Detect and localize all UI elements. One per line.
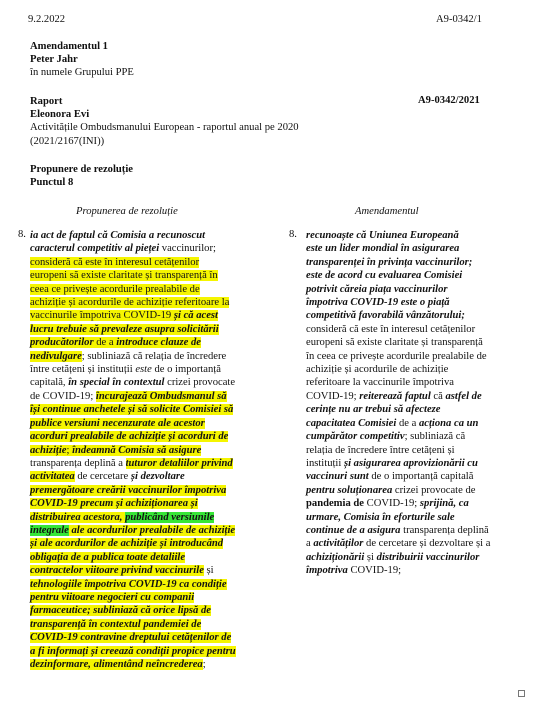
text-run: activităților [313, 538, 364, 550]
text-run: achiziționării [306, 551, 365, 563]
proposal-title: Propunere de rezoluție [30, 164, 133, 175]
text-run: își continue anchetele și să solicite Comisiei să [30, 404, 234, 416]
text-line [306, 350, 526, 363]
text-run: pandemia de [306, 498, 364, 510]
text-run: competitivă favorabilă vânzătorului; [306, 310, 465, 322]
text-line [30, 564, 275, 577]
text-run: cumpărător competitiv [306, 431, 405, 443]
text-line [30, 537, 275, 550]
text-run: și dezvoltare [130, 471, 185, 483]
text-run: sprijină, ca [419, 498, 469, 510]
text-run: vaccinurilor; [159, 243, 216, 255]
text-run: potrivit căreia piața vaccinurilor [306, 283, 448, 295]
text-run: este [135, 364, 152, 376]
text-line [30, 256, 275, 269]
text-run: este un lider mondial în asigurarea [306, 243, 460, 255]
report-reference: A9-0342/2021 [418, 95, 480, 106]
text-run: a [306, 538, 314, 550]
text-line [306, 537, 526, 550]
text-run: crizei provocate de [392, 484, 476, 496]
text-run: astfel de [445, 390, 482, 402]
text-run: vaccinurile împotriva COVID-19 [30, 310, 174, 322]
page-corner-marker [518, 690, 525, 697]
text-line [306, 470, 526, 483]
text-run: transparenței în privința vaccinurilor; [306, 256, 473, 268]
text-line [30, 323, 275, 336]
text-line [30, 444, 275, 457]
text-run: producătorilor [30, 337, 94, 349]
text-line [306, 497, 526, 510]
right-paragraph-number: 8. [289, 229, 297, 240]
text-line [30, 578, 275, 591]
text-line [30, 470, 275, 483]
text-line [306, 363, 526, 376]
document-date: 9.2.2022 [28, 14, 66, 25]
text-line [30, 269, 275, 282]
text-run: vaccinuri sunt [306, 471, 369, 483]
text-line [30, 229, 275, 242]
text-run: continue de a asigura [306, 524, 401, 536]
right-column-text [306, 229, 526, 578]
report-procedure: (2021/2167(INI)) [30, 135, 105, 147]
text-run: transparență în contextul pandemiei de [30, 618, 202, 630]
text-run: publicând versiunile [125, 511, 215, 523]
text-run: europeni să existe claritate și transparență [306, 337, 483, 349]
text-line [30, 645, 275, 658]
text-line [306, 256, 526, 269]
text-line [30, 551, 275, 564]
text-run: și [364, 551, 377, 563]
text-run: transparența deplină [400, 524, 489, 536]
left-column-text [30, 229, 275, 671]
text-line [306, 376, 526, 389]
text-run: este de acord cu evaluarea Comisiei [306, 270, 463, 282]
text-run: ; subliniază că relația de încredere [81, 350, 227, 362]
text-run: încurajează Ombudsmanul să [95, 390, 227, 402]
text-line [30, 457, 275, 470]
text-run: acorduri prealabile de achiziție și acorduri de [30, 431, 229, 443]
text-line [30, 497, 275, 510]
text-line [306, 403, 526, 416]
text-run: împotriva [306, 565, 348, 577]
text-line [30, 658, 275, 671]
document-reference: A9-0342/1 [436, 14, 482, 25]
left-column-heading: Propunerea de rezoluție [76, 206, 178, 217]
text-run: instituții [306, 457, 344, 469]
text-run: consideră că este în interesul cetățenilor [30, 256, 200, 268]
text-line [306, 524, 526, 537]
text-run: dezinformare, alimentând neîncrederea [30, 659, 203, 670]
text-run: relația de încredere între cetățeni și [306, 444, 455, 456]
text-run: transparența deplină a [30, 457, 126, 469]
text-line [306, 564, 526, 577]
text-run: și [203, 565, 214, 577]
text-line [30, 417, 275, 430]
text-run: ; subliniază că orice lipsă de [87, 605, 211, 617]
text-line [30, 430, 275, 443]
text-run: lucru trebuie să prevaleze asupra solicitării [30, 323, 219, 335]
text-line [30, 296, 275, 309]
text-line [30, 618, 275, 631]
text-run: tuturor detaliilor privind [125, 457, 233, 469]
text-run: distribuirea acestora, [30, 511, 126, 523]
text-line [30, 336, 275, 349]
text-run: ; subliniază că [404, 431, 466, 443]
text-run: introduce clauze de [116, 337, 201, 349]
text-run: crizei provocate [164, 377, 236, 389]
text-run: europeni să existe claritate și transparență în [30, 270, 218, 282]
text-line [30, 484, 275, 497]
text-run: de cercetare și dezvoltare și a [363, 538, 491, 550]
amendment-block [30, 40, 134, 80]
text-run: recunoaște că Uniunea Europeană [306, 230, 459, 241]
text-run: premergătoare creării vaccinurilor împotriva [30, 484, 227, 496]
text-line [30, 390, 275, 403]
text-run: între cetățeni și instituții [30, 364, 136, 376]
text-line [306, 390, 526, 403]
text-run: farmaceutice [30, 605, 88, 617]
report-label: Raport [30, 96, 63, 107]
text-run: de cercetare [74, 471, 131, 483]
text-line [306, 269, 526, 282]
text-run: COVID-19; [347, 565, 402, 577]
text-run: a fi informați și creează condiții propice pentru [30, 645, 236, 657]
text-run: integrale [30, 524, 69, 536]
text-run: publice versiuni necenzurate ale acestor [30, 417, 205, 429]
text-line [306, 484, 526, 497]
text-run: și ale acordurilor de achiziție și introducând [30, 538, 224, 550]
text-line [306, 296, 526, 309]
text-line [306, 417, 526, 430]
text-line [30, 376, 275, 389]
text-run: achiziție și acordurile de achiziție referitoare la [30, 297, 230, 309]
proposal-block [30, 163, 133, 189]
text-run: achiziție și acordurile de achiziție [306, 364, 449, 376]
text-line [306, 551, 526, 564]
text-run: urmare, Comisia în eforturile sale [306, 511, 455, 523]
text-line [306, 457, 526, 470]
text-run: consideră că este în interesul cetățenilor [306, 323, 476, 335]
text-run: pentru soluționarea [306, 484, 393, 496]
text-line [306, 309, 526, 322]
text-run: de o importanță capitală [368, 471, 474, 483]
text-run: ; [202, 659, 206, 670]
amendment-group: în numele Grupului PPE [30, 67, 134, 79]
text-line [306, 323, 526, 336]
text-run: COVID-19; [306, 390, 360, 402]
right-column-heading: Amendamentul [355, 206, 419, 217]
text-line [30, 591, 275, 604]
text-run: achiziție [30, 444, 67, 456]
text-run: ia act de faptul că Comisia a recunoscut [30, 230, 206, 241]
text-run: în special în contextul [68, 377, 165, 389]
text-line [30, 309, 275, 322]
text-run: ; [66, 444, 73, 456]
text-line [306, 511, 526, 524]
text-run: acționa ca un [418, 417, 479, 429]
text-line [306, 430, 526, 443]
text-line [30, 242, 275, 255]
text-line [30, 350, 275, 363]
text-line [306, 242, 526, 255]
text-run: în ceea ce privește acordurile prealabile de [306, 350, 487, 362]
text-line [30, 283, 275, 296]
text-run: și asigurarea aprovizionării cu [343, 457, 478, 469]
text-run: că [430, 390, 446, 402]
text-line [30, 604, 275, 617]
text-run: COVID-19 contravine dreptului cetățenilor de [30, 632, 232, 644]
text-run: îndeamnă Comisia să asigure [72, 444, 202, 456]
text-run: de a [93, 337, 117, 349]
text-run: distribuirii vaccinurilor [376, 551, 480, 563]
text-run: nedivulgare [30, 350, 82, 362]
text-run: COVID-19 precum și achiziționarea și [30, 498, 198, 510]
text-run: de a [396, 417, 419, 429]
text-run: COVID-19; [363, 498, 420, 510]
text-run: pentru viitoare negocieri cu companii [30, 591, 195, 603]
report-block [30, 95, 299, 148]
text-run: de o importanță [151, 364, 221, 376]
text-line [306, 336, 526, 349]
text-line [30, 524, 275, 537]
text-run: referitoare la vaccinurile împotriva [306, 377, 454, 389]
text-run: împotriva COVID-19 este o piață [306, 297, 450, 309]
text-line [30, 511, 275, 524]
text-run: și că acest [173, 310, 218, 322]
text-run: de COVID-19; [30, 390, 96, 402]
text-run: reiterează faptul [359, 390, 431, 402]
text-run: ale acordurilor prealabile de achiziție [68, 524, 236, 536]
report-rapporteur: Eleonora Evi [30, 109, 90, 121]
text-run: activitatea [30, 471, 75, 483]
report-subject: Activitățile Ombudsmanului European - raportul anual pe 2020 [30, 122, 299, 134]
text-line [306, 229, 526, 242]
amendment-title: Amendamentul 1 [30, 41, 108, 52]
amendment-author: Peter Jahr [30, 54, 78, 66]
text-run: capitală, [30, 377, 69, 389]
left-paragraph-number: 8. [18, 229, 26, 240]
proposal-point: Punctul 8 [30, 177, 74, 189]
text-run: capacitatea Comisiei [306, 417, 397, 429]
text-line [30, 403, 275, 416]
text-line [306, 444, 526, 457]
text-run: tehnologiile împotriva COVID-19 ca condiție [30, 578, 227, 590]
text-run: obligația de a publica toate detaliile [30, 551, 186, 563]
text-run: caracterul competitiv al pieței [30, 243, 160, 255]
text-run: ceea ce privește acordurile prealabile de [30, 283, 200, 295]
text-run: contractelor viitoare privind vaccinurile [30, 565, 204, 577]
text-line [30, 363, 275, 376]
text-line [306, 283, 526, 296]
text-line [30, 631, 275, 644]
text-run: cerințe nu ar trebui să afecteze [306, 404, 441, 416]
